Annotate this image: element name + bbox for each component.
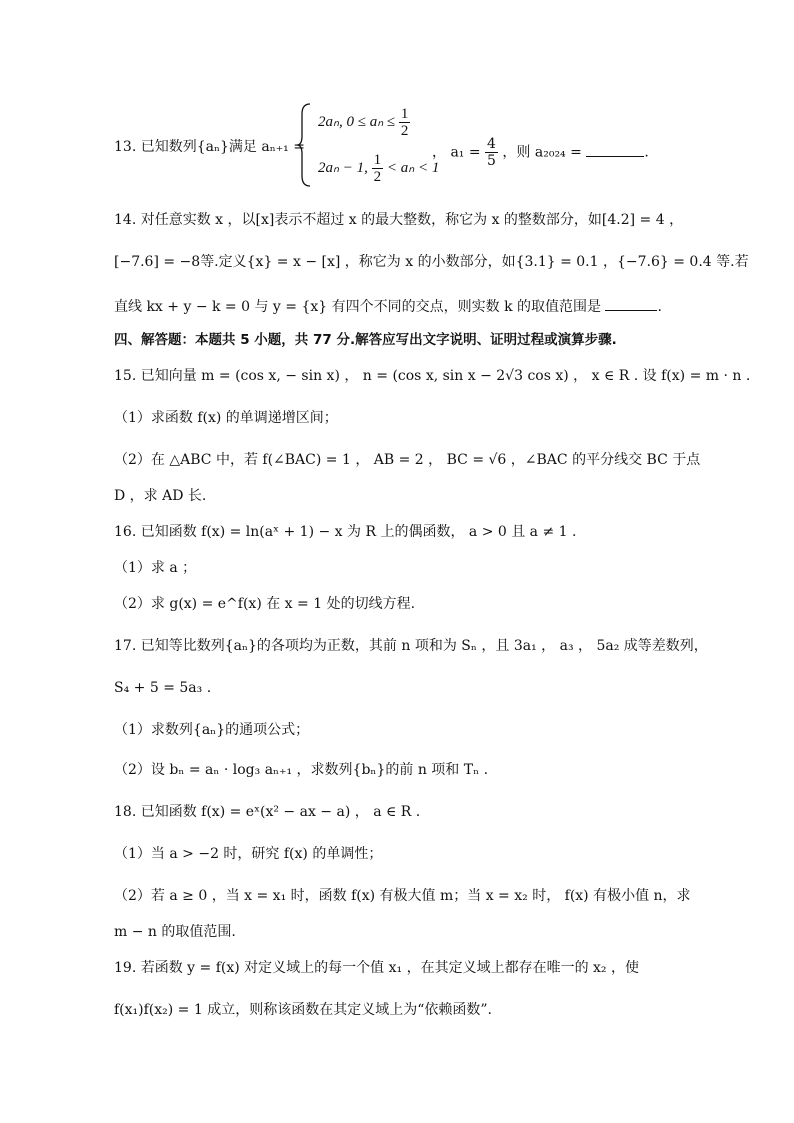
question-text: ，则 a₂₀₂₄ = bbox=[502, 144, 582, 161]
answer-blank[interactable] bbox=[605, 296, 657, 311]
denominator: 2 bbox=[373, 169, 382, 185]
denominator: 2 bbox=[400, 123, 409, 139]
piecewise-case-2 bbox=[318, 152, 439, 185]
problem-14-line-3 bbox=[114, 296, 662, 317]
numerator: 4 bbox=[487, 136, 496, 152]
problem-14-line-1: 14. 对任意实数 x ，以[x]表示不超过 x 的最大整数，称它为 x 的整数部分，如[4.2] = 4 ， bbox=[114, 212, 684, 228]
problem-19-stem-cont: f(x₁)f(x₂) = 1 成立，则称该函数在其定义域上为“依赖函数”. bbox=[114, 1002, 492, 1018]
fraction bbox=[399, 106, 411, 139]
numerator: 1 bbox=[400, 106, 409, 122]
period: . bbox=[644, 144, 649, 161]
fraction bbox=[485, 136, 498, 169]
period: . bbox=[657, 299, 662, 315]
initial-term: ， a₁ = bbox=[432, 144, 481, 161]
numerator: 1 bbox=[373, 152, 382, 168]
problem-14-line-2: [−7.6] = −8等.定义{x} = x − [x] ，称它为 x 的小数部分，如{3.1} = 0.1 ，{−7.6} = 0.4 等.若 bbox=[114, 254, 749, 270]
problem-17-stem-cont: S₄ + 5 = 5a₃ . bbox=[114, 680, 212, 696]
problem-16-part-1: （1）求 a ； bbox=[114, 560, 197, 576]
fraction bbox=[372, 152, 384, 185]
problem-15-stem: 15. 已知向量 m = (cos x, − sin x) ， n = (cos x, sin x − 2√3 cos x) ， x ∈ R . 设 f(x) = m · n . bbox=[114, 368, 751, 384]
problem-17-part-2: （2）设 bₙ = aₙ · log₃ aₙ₊₁ ，求数列{bₙ}的前 n 项和 Tₙ . bbox=[114, 762, 489, 778]
problem-15-part-2: （2）在 △ABC 中，若 f(∠BAC) = 1 ， AB = 2 ， BC = √6 ，∠BAC 的平分线交 BC 于点 bbox=[114, 452, 701, 468]
piecewise-case-1 bbox=[318, 106, 410, 139]
problem-16-stem: 16. 已知函数 f(x) = ln(aˣ + 1) − x 为 R 上的偶函数， a > 0 且 a ≠ 1 . bbox=[114, 524, 577, 540]
problem-18-part-2: （2）若 a ≥ 0 ，当 x = x₁ 时，函数 f(x) 有极大值 m；当 x = x₂ 时， f(x) 有极小值 n，求 bbox=[114, 888, 691, 904]
problem-15-part-2-cont: D ，求 AD 长. bbox=[114, 488, 207, 504]
problem-17-stem: 17. 已知等比数列{aₙ}的各项均为正数，其前 n 项和为 Sₙ ，且 3a₁ ， a₃ ， 5a₂ 成等差数列， bbox=[114, 638, 708, 654]
problem-18-stem: 18. 已知函数 f(x) = eˣ(x² − ax − a) ， a ∈ R . bbox=[114, 804, 421, 820]
problem-13-tail bbox=[432, 136, 649, 169]
problem-15-part-1: （1）求函数 f(x) 的单调递增区间； bbox=[114, 410, 338, 426]
answer-blank[interactable] bbox=[586, 142, 644, 157]
case-2-condition: < aₙ < 1 bbox=[386, 159, 440, 176]
problem-18-part-1: （1）当 a > −2 时，研究 f(x) 的单调性； bbox=[114, 846, 383, 862]
denominator: 5 bbox=[487, 153, 496, 169]
problem-14-text: 直线 kx + y − k = 0 与 y = {x} 有四个不同的交点，则实数 k 的取值范围是 bbox=[114, 299, 602, 315]
case-2-expr: 2aₙ − 1, bbox=[318, 159, 368, 176]
case-1-expr: 2aₙ, 0 ≤ aₙ ≤ bbox=[318, 113, 396, 130]
section-header: 四、解答题：本题共 5 小题，共 77 分.解答应写出文字说明、证明过程或演算步骤. bbox=[114, 332, 617, 348]
left-brace-icon bbox=[296, 102, 314, 188]
problem-13-label: 13. 已知数列{aₙ}满足 aₙ₊₁ = bbox=[114, 139, 305, 155]
problem-16-part-2: （2）求 g(x) = e^f(x) 在 x = 1 处的切线方程. bbox=[114, 596, 416, 612]
problem-17-part-1: （1）求数列{aₙ}的通项公式； bbox=[114, 722, 310, 738]
problem-18-part-2-cont: m − n 的取值范围. bbox=[114, 924, 236, 940]
problem-19-stem: 19. 若函数 y = f(x) 对定义域上的每一个值 x₁ ，在其定义域上都存在唯一的 x₂ ，使 bbox=[114, 960, 639, 976]
